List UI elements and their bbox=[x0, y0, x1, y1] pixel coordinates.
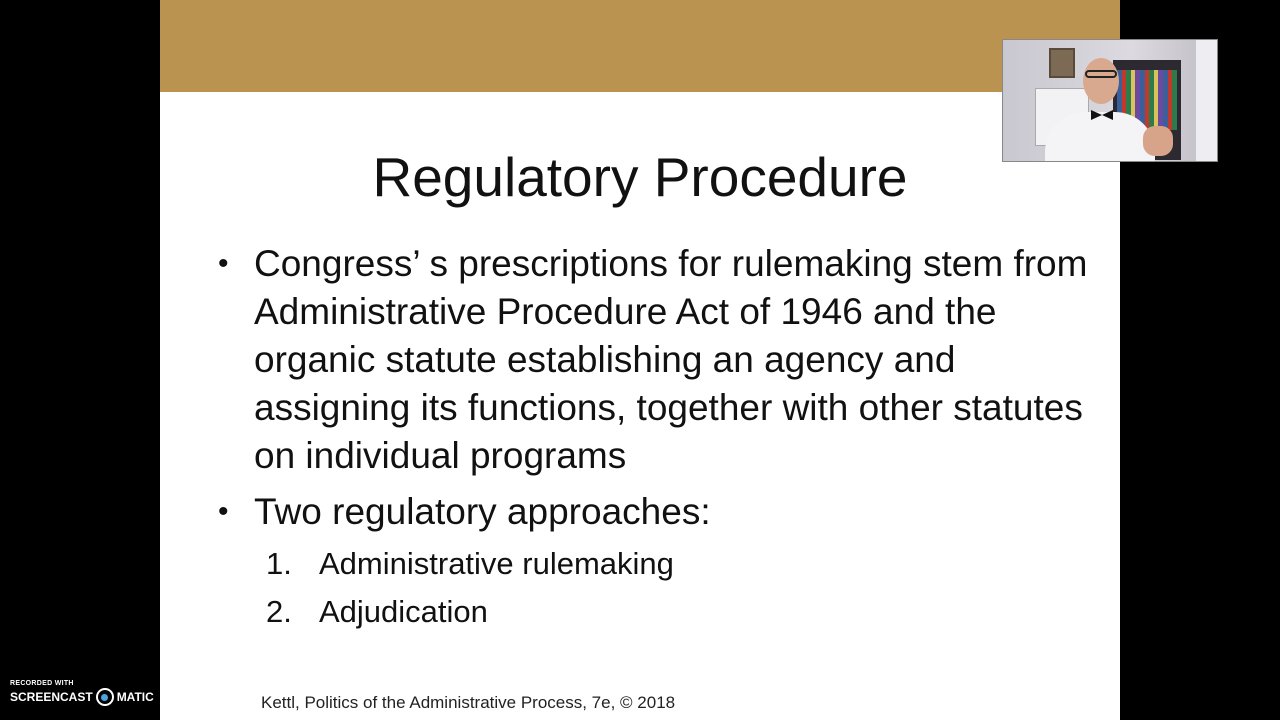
bullet-text: Congress’ s prescriptions for rulemaking stem from Administrative Procedure Act of 1946 and the organic statute establishing an agency and assigning its functions, together with other statutes on individual programs bbox=[254, 243, 1088, 476]
bullet-item bbox=[214, 488, 1094, 536]
presenter-glasses bbox=[1085, 70, 1117, 78]
bullet-dot-icon: • bbox=[218, 495, 229, 528]
bullet-list bbox=[214, 240, 1094, 544]
presenter-hand bbox=[1143, 126, 1173, 156]
bullet-text: Two regulatory approaches: bbox=[254, 491, 711, 532]
numbered-item bbox=[264, 540, 964, 588]
presentation-slide bbox=[160, 0, 1120, 720]
watermark-brand-right: MATIC bbox=[116, 690, 154, 704]
presenter-head bbox=[1083, 58, 1119, 104]
webcam-picture-frame bbox=[1049, 48, 1075, 78]
presenter-body bbox=[1045, 112, 1155, 162]
bullet-dot-icon: • bbox=[218, 247, 229, 280]
item-number: 1. bbox=[266, 546, 292, 581]
bullet-item bbox=[214, 240, 1094, 480]
watermark-caption: RECORDED WITH bbox=[10, 680, 74, 687]
item-text: Administrative rulemaking bbox=[319, 546, 674, 581]
screencast-logo-icon bbox=[96, 688, 114, 706]
screencast-watermark bbox=[10, 680, 154, 706]
webcam-door bbox=[1196, 40, 1217, 161]
numbered-list bbox=[264, 540, 964, 636]
presenter-webcam-icon bbox=[1002, 39, 1218, 162]
slide-header-bar bbox=[160, 0, 1120, 92]
item-text: Adjudication bbox=[319, 594, 488, 629]
watermark-brand bbox=[10, 688, 154, 706]
slide-footer: Kettl, Politics of the Administrative Process, 7e, © 2018 bbox=[261, 693, 676, 712]
numbered-item bbox=[264, 588, 964, 636]
item-number: 2. bbox=[266, 594, 292, 629]
watermark-brand-left: SCREENCAST bbox=[10, 690, 93, 704]
slide-title: Regulatory Procedure bbox=[372, 146, 908, 208]
